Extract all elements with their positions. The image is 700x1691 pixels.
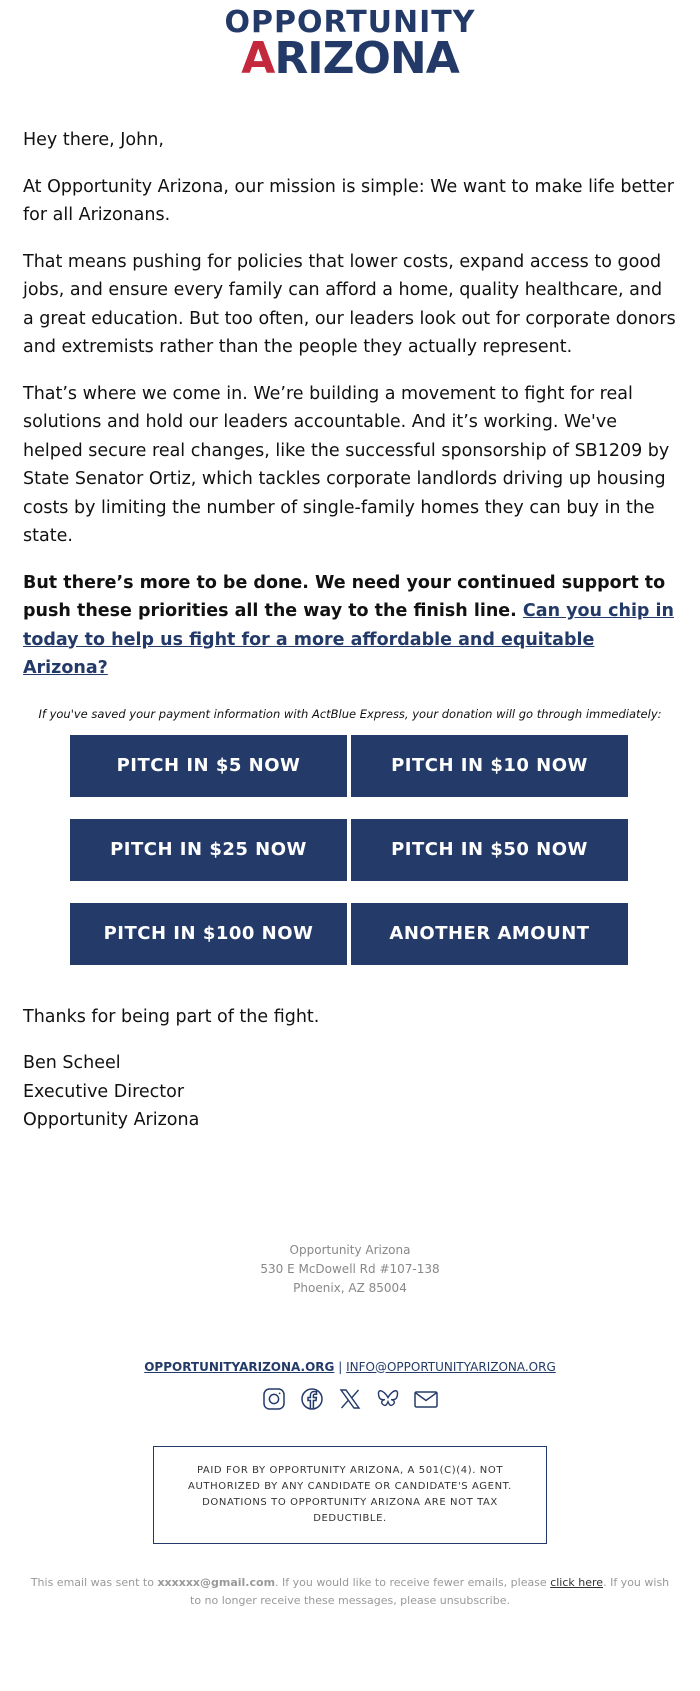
address-street: 530 E McDowell Rd #107-138 [260, 1261, 440, 1276]
logo-bottom-text [0, 33, 700, 84]
footer-links [0, 1360, 700, 1374]
greeting: Hey there, John, [23, 130, 164, 150]
website-link[interactable]: OPPORTUNITYARIZONA.ORG [144, 1359, 335, 1374]
actblue-express-note: If you've saved your payment information with ActBlue Express, your donation will go through immediately: [38, 706, 662, 721]
recipient-email: xxxxxx@gmail.com [157, 1575, 276, 1589]
donate-50-button[interactable]: PITCH IN $50 NOW [351, 819, 628, 881]
donate-other-amount-button[interactable]: ANOTHER AMOUNT [351, 903, 628, 965]
address-city: Phoenix, AZ 85004 [293, 1280, 407, 1295]
signer-org: Opportunity Arizona [23, 1110, 200, 1130]
footer-suffix: . If you wish to no longer receive these messages, please unsubscribe. [190, 1575, 670, 1607]
logo-top-text: OPPORTUNITY [224, 5, 476, 40]
logo-red-a: A [241, 33, 275, 84]
contact-email-link[interactable]: INFO@OPPORTUNITYARIZONA.ORG [346, 1359, 556, 1374]
bluesky-icon[interactable] [375, 1386, 401, 1412]
paragraph-ask [23, 569, 677, 683]
fewer-emails-link[interactable]: click here [550, 1575, 604, 1589]
paragraph-policies: That means pushing for policies that lower costs, expand access to good jobs, and ensure every family can afford a home, quality healthcare, and a great education. But too often, our leaders look out for corporate donors and extremists rather than the people they actually represent. [23, 251, 676, 357]
mailing-address [0, 1241, 700, 1298]
donate-10-button[interactable]: PITCH IN $10 NOW [351, 735, 628, 797]
footer-prefix: This email was sent to [30, 1575, 154, 1589]
email-body [0, 126, 700, 683]
link-separator: | [338, 1359, 343, 1374]
paid-for-disclaimer: PAID FOR BY OPPORTUNITY ARIZONA, A 501(C)(4). NOT AUTHORIZED BY ANY CANDIDATE OR CANDIDATE'S AGENT. DONATIONS TO OPPORTUNITY ARIZONA ARE NOT TAX DEDUCTIBLE. [153, 1446, 547, 1544]
email-icon[interactable] [413, 1386, 439, 1412]
signature [23, 1049, 677, 1135]
paragraph-mission: At Opportunity Arizona, our mission is simple: We want to make life better for all Arizonans. [23, 176, 674, 225]
footer-middle: . If you would like to receive fewer emails, please [275, 1575, 547, 1589]
donate-5-button[interactable]: PITCH IN $5 NOW [70, 735, 347, 797]
logo-bottom-rest: RIZONA [274, 33, 459, 84]
donation-button-grid [70, 735, 630, 965]
donate-100-button[interactable]: PITCH IN $100 NOW [70, 903, 347, 965]
signer-name: Ben Scheel [23, 1053, 121, 1073]
facebook-icon[interactable] [299, 1386, 325, 1412]
instagram-icon[interactable] [261, 1386, 287, 1412]
chip-in-link[interactable]: Can you chip in today to help us fight for a more affordable and equitable Arizona? [23, 601, 675, 678]
paragraph-movement: That’s where we come in. We’re building a movement to fight for real solutions and hold our leaders accountable. And it’s working. We've helped secure real changes, like the successful sponsorship of SB1209 by State Senator Ortiz, which tackles corporate landlords driving up housing costs by limiting the number of single-family homes they can buy in the state. [23, 383, 670, 546]
x-icon[interactable] [337, 1386, 363, 1412]
thanks-line: Thanks for being part of the fight. [23, 1006, 320, 1027]
donate-25-button[interactable]: PITCH IN $25 NOW [70, 819, 347, 881]
closing-section [0, 1003, 700, 1135]
opportunity-arizona-logo[interactable] [0, 0, 700, 82]
signer-title: Executive Director [23, 1081, 185, 1102]
social-icons [0, 1386, 700, 1412]
address-org: Opportunity Arizona [289, 1242, 411, 1257]
unsubscribe-footer [0, 1574, 700, 1610]
ask-text: But there’s more to be done. We need your continued support to push these priorities all the way to the finish line. [23, 572, 666, 621]
